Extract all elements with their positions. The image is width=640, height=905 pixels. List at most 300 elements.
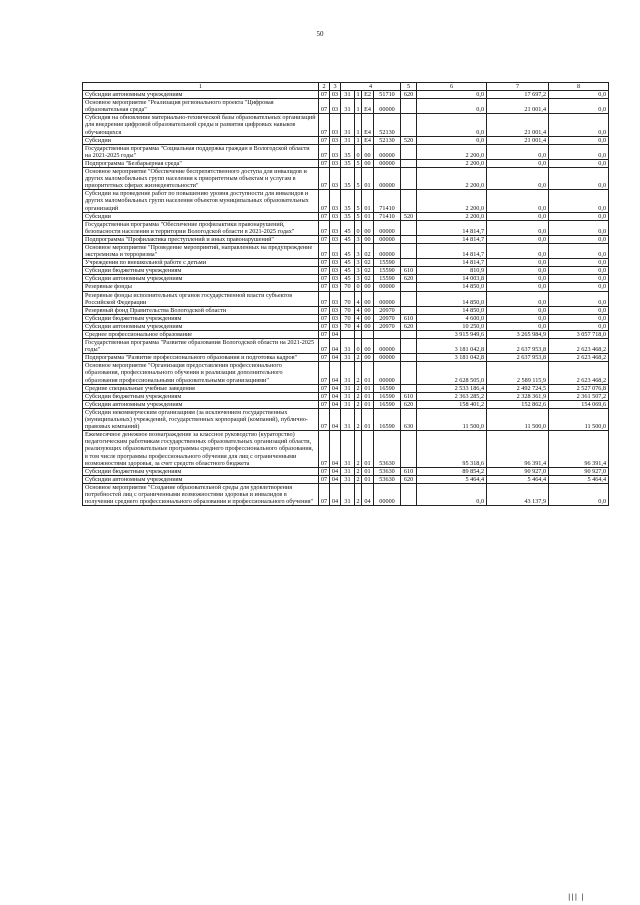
section-code-cell: 07 <box>319 136 330 144</box>
subprogram-code-cell: 1 <box>356 136 360 144</box>
amount-2021-cell: 158 401,2 <box>417 400 487 408</box>
row-name-cell: Субсидия на обновление материально-технической базы образовательных организаций для внедрения цифровой образовательной среды и развития цифровых навыков обучающихся <box>83 114 319 136</box>
table-row <box>83 314 609 322</box>
amount-2021-cell: 14 814,7 <box>417 259 487 267</box>
activity-code-cell: 00 <box>362 339 374 354</box>
subprogram-code-cell: 1 <box>355 99 362 114</box>
row-name-cell: Субсидии бюджетным учреждениям <box>83 467 319 475</box>
direction-code-cell: 53630 <box>374 431 401 467</box>
amount-2022-cell: 21 001,4 <box>487 99 549 114</box>
subprogram-code-cell: 2 <box>356 400 360 408</box>
activity-code-cell: 01 <box>362 467 374 475</box>
direction-code-cell: 16590 <box>374 392 401 400</box>
activity-code-cell: 01 <box>362 392 374 400</box>
table-row <box>83 243 609 258</box>
amount-2022-cell: 0,0 <box>487 275 549 283</box>
section-code-cell: 07 <box>319 362 330 384</box>
amount-2023-cell: 0,0 <box>549 168 609 190</box>
program-code-cell: 31 <box>341 467 355 475</box>
amount-2022-cell: 0,0 <box>487 267 549 275</box>
section-code-cell: 07 <box>319 235 330 243</box>
expense-type-cell <box>401 190 417 212</box>
header-cell: 2 <box>319 83 330 91</box>
amount-2022-cell: 0,0 <box>487 159 549 167</box>
subsection-code-cell: 03 <box>330 275 341 283</box>
program-code-cell: 31 <box>341 483 355 505</box>
expense-type-cell: 620 <box>401 91 417 99</box>
amount-2021-cell: 2 200,0 <box>417 190 487 212</box>
section-code-cell: 07 <box>319 243 330 258</box>
budget-table <box>82 82 609 506</box>
activity-code-cell: 02 <box>362 267 374 275</box>
activity-code-cell: 01 <box>362 400 374 408</box>
amount-2021-cell: 0,0 <box>417 91 487 99</box>
amount-2022-cell: 17 697,2 <box>487 91 549 99</box>
row-name-cell: Субсидии бюджетным учреждениям <box>83 392 319 400</box>
amount-2023-cell: 0,0 <box>549 243 609 258</box>
program-code-cell <box>341 331 355 339</box>
subsection-code-cell: 03 <box>330 220 341 235</box>
amount-2022-cell: 5 464,4 <box>487 475 549 483</box>
row-name-cell: Субсидии автономным учреждениям <box>83 322 319 330</box>
table-row <box>83 331 609 339</box>
row-name-cell: Основное мероприятие "Проведение мероприятий, направленных на предупреждение экстремизма и терроризма" <box>83 243 319 258</box>
direction-code-cell: 20970 <box>374 322 401 330</box>
program-code-cell: 45 <box>341 275 355 283</box>
amount-2022-cell: 2 589 115,9 <box>487 362 549 384</box>
direction-code-cell: 15590 <box>374 267 401 275</box>
expense-type-cell <box>401 483 417 505</box>
subsection-code-cell: 03 <box>330 159 341 167</box>
table-row <box>83 283 609 291</box>
header-cell: 7 <box>487 83 549 91</box>
amount-2023-cell: 0,0 <box>549 259 609 267</box>
program-code-cell: 70 <box>341 306 355 314</box>
direction-code-cell: 00000 <box>374 291 401 306</box>
section-code-cell: 07 <box>319 384 330 392</box>
activity-code-cell: 01 <box>362 431 374 467</box>
direction-code-cell: 00000 <box>374 235 401 243</box>
row-name-cell: Субсидии автономным учреждениям <box>83 91 319 99</box>
direction-code-cell: 53630 <box>374 467 401 475</box>
activity-code-cell: 00 <box>362 291 374 306</box>
direction-code-cell: 20970 <box>374 306 401 314</box>
header-cell: 3 <box>330 83 341 91</box>
row-name-cell: Субсидии автономным учреждениям <box>83 275 319 283</box>
row-name-cell: Государственная программа "Обеспечение профилактики правонарушений, безопасности населения и территории Вологодской области в 2021-2025 годах" <box>83 220 319 235</box>
amount-2022-cell: 0,0 <box>487 190 549 212</box>
subprogram-code-cell: 1 <box>355 114 362 136</box>
direction-code-cell: 00000 <box>374 243 401 258</box>
section-code-cell: 07 <box>319 431 330 467</box>
amount-2022-cell: 2 637 953,8 <box>487 339 549 354</box>
subprogram-code-cell: 2 <box>355 483 362 505</box>
subprogram-code-cell: 0 <box>355 144 362 159</box>
expense-type-cell: 620 <box>401 475 417 483</box>
amount-2022-cell: 2 492 724,5 <box>487 384 549 392</box>
table-row <box>83 475 609 483</box>
row-name-cell: Субсидии автономным учреждениям <box>83 400 319 408</box>
table-row <box>83 190 609 212</box>
subsection-code-cell: 03 <box>330 267 341 275</box>
subprogram-code-cell: 3 <box>355 243 362 258</box>
subsection-code-cell: 04 <box>330 354 341 362</box>
amount-2022-cell: 0,0 <box>487 322 549 330</box>
table-row <box>83 144 609 159</box>
table-row <box>83 362 609 384</box>
row-name-cell: Подпрограмма "Развитие профессионального образования и подготовка кадров" <box>83 354 319 362</box>
direction-code-cell: 00000 <box>374 159 401 167</box>
row-name-cell: Основное мероприятие "Организация предоставления профессионального образования, профессионального обучения и реализации дополнительного образования профессиональными образовательными организациями" <box>83 362 319 384</box>
amount-2022-cell: 90 927,0 <box>487 467 549 475</box>
activity-code-cell: 00 <box>362 306 374 314</box>
row-name-cell: Учреждения по внешкольной работе с детьми <box>83 259 319 267</box>
activity-code-cell: 02 <box>362 275 374 283</box>
section-code-cell: 07 <box>319 467 330 475</box>
subprogram-code-cell: 5 <box>355 168 362 190</box>
activity-code-cell: 02 <box>362 259 374 267</box>
amount-2021-cell: 3 181 042,8 <box>417 339 487 354</box>
amount-2023-cell: 0,0 <box>549 291 609 306</box>
activity-code-cell: 01 <box>362 408 374 430</box>
activity-code-cell: 01 <box>362 475 374 483</box>
subsection-code-cell: 03 <box>330 212 341 220</box>
subprogram-code-cell: 5 <box>356 212 360 220</box>
amount-2023-cell: 0,0 <box>549 190 609 212</box>
subprogram-code-cell: 2 <box>356 384 360 392</box>
direction-code-cell: 00000 <box>374 362 401 384</box>
direction-code-cell: 15590 <box>374 275 401 283</box>
section-code-cell: 07 <box>319 114 330 136</box>
program-code-cell: 31 <box>341 354 355 362</box>
amount-2022-cell: 0,0 <box>487 291 549 306</box>
subsection-code-cell: 03 <box>330 168 341 190</box>
program-code-cell: 31 <box>341 91 355 99</box>
subprogram-code-cell: 4 <box>356 322 360 330</box>
subsection-code-cell: 04 <box>330 400 341 408</box>
page-number: 50 <box>316 30 324 38</box>
expense-type-cell: 610 <box>401 392 417 400</box>
section-code-cell: 07 <box>319 331 330 339</box>
expense-type-cell <box>401 331 417 339</box>
table-row <box>83 114 609 136</box>
row-name-cell: Резервные фонды исполнительных органов государственной власти субъектов Российской Федерации <box>83 291 319 306</box>
subsection-code-cell: 04 <box>330 384 341 392</box>
program-code-cell: 31 <box>341 362 355 384</box>
direction-code-cell: 00000 <box>374 144 401 159</box>
subsection-code-cell: 03 <box>330 144 341 159</box>
direction-code-cell: 00000 <box>374 220 401 235</box>
amount-2021-cell: 0,0 <box>417 136 487 144</box>
row-name-cell: Резервные фонды <box>83 283 319 291</box>
header-cell: 4 <box>341 83 401 91</box>
table-row <box>83 392 609 400</box>
section-code-cell: 07 <box>319 283 330 291</box>
row-name-cell: Подпрограмма "Безбарьерная среда" <box>83 159 319 167</box>
section-code-cell: 07 <box>319 306 330 314</box>
amount-2022-cell: 2 637 953,8 <box>487 354 549 362</box>
program-code-cell: 31 <box>341 392 355 400</box>
direction-code-cell: 00000 <box>374 339 401 354</box>
table-row <box>83 99 609 114</box>
subsection-code-cell: 03 <box>330 243 341 258</box>
subprogram-code-cell: 0 <box>356 283 360 291</box>
amount-2021-cell: 810,9 <box>417 267 487 275</box>
expense-type-cell <box>401 291 417 306</box>
amount-2023-cell: 0,0 <box>549 283 609 291</box>
amount-2023-cell: 0,0 <box>549 114 609 136</box>
amount-2023-cell: 0,0 <box>549 267 609 275</box>
row-name-cell: Субсидии бюджетным учреждениям <box>83 314 319 322</box>
amount-2021-cell: 10 250,0 <box>417 322 487 330</box>
subsection-code-cell: 03 <box>330 190 341 212</box>
subprogram-code-cell: 4 <box>356 314 360 322</box>
section-code-cell: 07 <box>319 259 330 267</box>
program-code-cell: 45 <box>341 243 355 258</box>
section-code-cell: 07 <box>319 275 330 283</box>
amount-2022-cell: 0,0 <box>487 306 549 314</box>
direction-code-cell: 53630 <box>374 475 401 483</box>
subprogram-code-cell: 2 <box>355 362 362 384</box>
activity-code-cell: 00 <box>362 354 374 362</box>
expense-type-cell <box>401 144 417 159</box>
table-header-row <box>83 83 609 91</box>
program-code-cell: 35 <box>341 144 355 159</box>
table-row <box>83 291 609 306</box>
row-name-cell: Среднее профессиональное образование <box>83 331 319 339</box>
activity-code-cell: 01 <box>362 168 374 190</box>
subsection-code-cell: 04 <box>330 431 341 467</box>
activity-code-cell: 02 <box>362 243 374 258</box>
amount-2021-cell: 11 500,0 <box>417 408 487 430</box>
activity-code-cell: 00 <box>362 235 374 243</box>
row-name-cell: Субсидии на проведение работ по повышению уровня доступности для инвалидов и других маломобильных групп населения объектов муниципальных образовательных организаций <box>83 190 319 212</box>
subsection-code-cell: 03 <box>330 314 341 322</box>
section-code-cell: 07 <box>319 168 330 190</box>
amount-2023-cell: 0,0 <box>549 220 609 235</box>
activity-code-cell: 04 <box>362 483 374 505</box>
amount-2021-cell: 2 200,0 <box>417 144 487 159</box>
activity-code-cell: E4 <box>362 114 374 136</box>
amount-2023-cell: 90 927,0 <box>549 467 609 475</box>
activity-code-cell: 00 <box>362 322 374 330</box>
direction-code-cell: 52130 <box>374 136 401 144</box>
amount-2023-cell: 3 057 718,0 <box>549 331 609 339</box>
amount-2023-cell: 2 527 076,8 <box>549 384 609 392</box>
table-row <box>83 408 609 430</box>
activity-code-cell: 00 <box>362 144 374 159</box>
subsection-code-cell: 04 <box>330 331 341 339</box>
direction-code-cell: 16590 <box>374 408 401 430</box>
amount-2023-cell: 96 391,4 <box>549 431 609 467</box>
subsection-code-cell: 03 <box>330 136 341 144</box>
subsection-code-cell: 04 <box>330 483 341 505</box>
expense-type-cell <box>401 220 417 235</box>
amount-2021-cell: 89 854,2 <box>417 467 487 475</box>
amount-2022-cell: 0,0 <box>487 283 549 291</box>
table-row <box>83 159 609 167</box>
table-row <box>83 212 609 220</box>
section-code-cell: 07 <box>319 99 330 114</box>
amount-2022-cell: 21 001,4 <box>487 136 549 144</box>
direction-code-cell: 16590 <box>374 384 401 392</box>
table-row <box>83 91 609 99</box>
subprogram-code-cell: 2 <box>355 431 362 467</box>
amount-2022-cell: 152 862,6 <box>487 400 549 408</box>
amount-2022-cell: 0,0 <box>487 220 549 235</box>
amount-2023-cell: 2 623 468,2 <box>549 362 609 384</box>
program-code-cell: 45 <box>341 220 355 235</box>
amount-2021-cell: 2 200,0 <box>417 212 487 220</box>
row-name-cell: Субсидии бюджетным учреждениям <box>83 267 319 275</box>
section-code-cell: 07 <box>319 291 330 306</box>
table-row <box>83 400 609 408</box>
program-code-cell: 70 <box>341 314 355 322</box>
amount-2021-cell: 2 200,0 <box>417 168 487 190</box>
amount-2023-cell: 0,0 <box>549 275 609 283</box>
direction-code-cell: 16590 <box>374 400 401 408</box>
subsection-code-cell: 03 <box>330 259 341 267</box>
amount-2023-cell: 2 623 468,2 <box>549 354 609 362</box>
amount-2021-cell: 2 533 186,4 <box>417 384 487 392</box>
program-code-cell: 70 <box>341 291 355 306</box>
program-code-cell: 31 <box>341 431 355 467</box>
activity-code-cell: 00 <box>362 220 374 235</box>
amount-2023-cell: 0,0 <box>549 159 609 167</box>
amount-2022-cell: 2 328 361,9 <box>487 392 549 400</box>
table-row <box>83 483 609 505</box>
amount-2023-cell: 0,0 <box>549 235 609 243</box>
expense-type-cell: 610 <box>401 314 417 322</box>
expense-type-cell <box>401 114 417 136</box>
subsection-code-cell: 03 <box>330 99 341 114</box>
subprogram-code-cell: 4 <box>356 306 360 314</box>
expense-type-cell <box>401 243 417 258</box>
amount-2023-cell: 154 069,6 <box>549 400 609 408</box>
subsection-code-cell: 04 <box>330 339 341 354</box>
program-code-cell: 31 <box>341 400 355 408</box>
direction-code-cell: 71410 <box>374 212 401 220</box>
amount-2023-cell: 0,0 <box>549 306 609 314</box>
amount-2023-cell: 0,0 <box>549 322 609 330</box>
program-code-cell: 31 <box>341 136 355 144</box>
corner-mark: ||| | <box>568 893 585 901</box>
program-code-cell: 35 <box>341 159 355 167</box>
activity-code-cell: 00 <box>362 159 374 167</box>
program-code-cell: 45 <box>341 235 355 243</box>
program-code-cell: 31 <box>341 475 355 483</box>
expense-type-cell <box>401 159 417 167</box>
table-row <box>83 136 609 144</box>
section-code-cell: 07 <box>319 314 330 322</box>
section-code-cell: 07 <box>319 212 330 220</box>
subsection-code-cell: 03 <box>330 306 341 314</box>
section-code-cell: 07 <box>319 267 330 275</box>
table-row <box>83 306 609 314</box>
direction-code-cell: 52130 <box>374 114 401 136</box>
header-cell: 6 <box>417 83 487 91</box>
amount-2023-cell: 0,0 <box>549 212 609 220</box>
section-code-cell: 07 <box>319 475 330 483</box>
table-row <box>83 384 609 392</box>
expense-type-cell: 620 <box>401 322 417 330</box>
amount-2022-cell: 21 001,4 <box>487 114 549 136</box>
section-code-cell: 07 <box>319 190 330 212</box>
amount-2021-cell: 14 814,7 <box>417 220 487 235</box>
expense-type-cell <box>401 168 417 190</box>
table-row <box>83 339 609 354</box>
amount-2022-cell: 3 265 984,9 <box>487 331 549 339</box>
amount-2022-cell: 0,0 <box>487 243 549 258</box>
subprogram-code-cell: 1 <box>356 91 360 99</box>
subprogram-code-cell: 2 <box>356 354 360 362</box>
direction-code-cell: 00000 <box>374 354 401 362</box>
amount-2022-cell: 96 391,4 <box>487 431 549 467</box>
program-code-cell: 31 <box>341 99 355 114</box>
amount-2021-cell: 14 003,8 <box>417 275 487 283</box>
expense-type-cell <box>401 339 417 354</box>
row-name-cell: Основное мероприятие "Реализация регионального проекта "Цифровая образовательная среда" <box>83 99 319 114</box>
header-cell: 5 <box>401 83 417 91</box>
subprogram-code-cell: 3 <box>356 275 360 283</box>
amount-2021-cell: 14 850,0 <box>417 291 487 306</box>
amount-2021-cell: 5 464,4 <box>417 475 487 483</box>
expense-type-cell: 620 <box>401 400 417 408</box>
amount-2023-cell: 0,0 <box>549 144 609 159</box>
subsection-code-cell: 03 <box>330 322 341 330</box>
program-code-cell: 35 <box>341 212 355 220</box>
row-name-cell: Подпрограмма "Профилактика преступлений и иных правонарушений" <box>83 235 319 243</box>
direction-code-cell: 71410 <box>374 190 401 212</box>
row-name-cell: Средние специальные учебные заведения <box>83 384 319 392</box>
subprogram-code-cell: 0 <box>355 220 362 235</box>
direction-code-cell <box>374 331 401 339</box>
direction-code-cell: 00000 <box>374 99 401 114</box>
amount-2022-cell: 0,0 <box>487 144 549 159</box>
section-code-cell: 07 <box>319 392 330 400</box>
program-code-cell: 35 <box>341 190 355 212</box>
amount-2023-cell: 11 500,0 <box>549 408 609 430</box>
program-code-cell: 70 <box>341 283 355 291</box>
activity-code-cell: 01 <box>362 190 374 212</box>
amount-2023-cell: 0,0 <box>549 136 609 144</box>
expense-type-cell <box>401 306 417 314</box>
program-code-cell: 35 <box>341 168 355 190</box>
activity-code-cell: 01 <box>362 384 374 392</box>
amount-2021-cell: 3 181 042,8 <box>417 354 487 362</box>
subprogram-code-cell: 2 <box>355 408 362 430</box>
row-name-cell: Государственная программа "Развитие образования Вологодской области на 2021-2025 годы" <box>83 339 319 354</box>
expense-type-cell: 620 <box>401 275 417 283</box>
row-name-cell: Ежемесячное денежное вознаграждение за классное руководство (кураторство) педагогическим работникам государственных образовательных организаций области, реализующих образовательные программы среднего профессионального образования, в том числе программы профессионального обучения для лиц с ограниченными возможностями здоровья, за счет средств областного бюджета <box>83 431 319 467</box>
subsection-code-cell: 03 <box>330 283 341 291</box>
amount-2022-cell: 0,0 <box>487 212 549 220</box>
activity-code-cell <box>362 331 374 339</box>
table-row <box>83 322 609 330</box>
expense-type-cell: 520 <box>401 136 417 144</box>
amount-2022-cell: 0,0 <box>487 168 549 190</box>
expense-type-cell <box>401 431 417 467</box>
expense-type-cell <box>401 384 417 392</box>
amount-2023-cell: 0,0 <box>549 314 609 322</box>
amount-2021-cell: 95 318,6 <box>417 431 487 467</box>
amount-2023-cell: 0,0 <box>549 483 609 505</box>
row-name-cell: Резервный фонд Правительства Вологодской области <box>83 306 319 314</box>
expense-type-cell <box>401 354 417 362</box>
activity-code-cell: 00 <box>362 283 374 291</box>
amount-2023-cell: 5 464,4 <box>549 475 609 483</box>
section-code-cell: 07 <box>319 408 330 430</box>
